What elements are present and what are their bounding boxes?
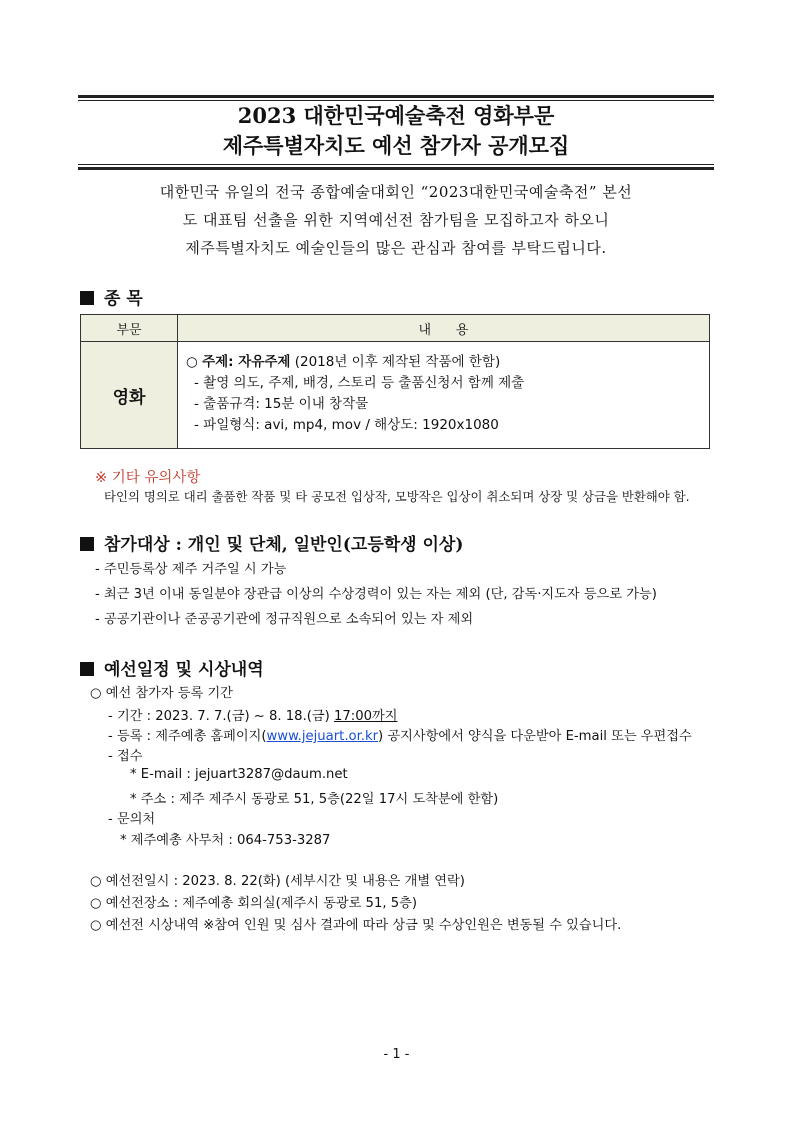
- title-line-2: 제주특별자치도 예선 참가자 공개모집: [222, 133, 570, 158]
- submission-email: * E-mail : jejuart3287@daum.net: [130, 767, 348, 782]
- eligibility-item-residence: - 주민등록상 제주 거주일 시 가능: [95, 562, 287, 577]
- registration-title: ○ 예선 참가자 등록 기간: [90, 686, 233, 701]
- inquiry-label: - 문의처: [108, 812, 156, 827]
- preliminary-awards: ○ 예선전 시상내역 ※참여 인원 및 심사 결과에 따라 상금 및 수상인원은 변동될 수 있습니다.: [90, 918, 622, 933]
- intro-line-2: 도 대표팀 선출을 위한 지역예선전 참가팀을 모집하고자 하오니: [182, 211, 610, 229]
- square-bullet-icon: [80, 662, 94, 676]
- square-bullet-icon: [80, 537, 94, 551]
- detail-item-spec: - 출품규격: 15분 이내 창작물: [194, 396, 369, 412]
- eligibility-item-award-exclusion: - 최근 3년 이내 동일분야 장관급 이상의 수상경력이 있는 자는 제외 (단, 감독·지도자 등으로 가능): [95, 587, 657, 602]
- registration-period: - 기간 : 2023. 7. 7.(금) ~ 8. 18.(금) 17:00까지: [108, 709, 398, 724]
- intro-line-3: 제주특별자치도 예술인들의 많은 관심과 참여를 부탁드립니다.: [185, 239, 607, 257]
- table-header-row: [81, 315, 710, 342]
- detail-item-format: - 파일형식: avi, mp4, mov / 해상도: 1920x1080: [194, 417, 499, 433]
- theme-label: 주제: 자유주제: [202, 354, 291, 370]
- note-title: ※ 기타 유의사항: [95, 470, 201, 486]
- section-heading-category: 종 목: [80, 284, 143, 309]
- inquiry-office: * 제주예총 사무처 : 064-753-3287: [120, 833, 331, 848]
- preliminary-date: ○ 예선전일시 : 2023. 8. 22(화) (세부시간 및 내용은 개별 연락): [90, 874, 465, 889]
- page-number: - 1 -: [383, 1047, 410, 1062]
- submission-label: - 접수: [108, 749, 143, 764]
- square-bullet-icon: [80, 291, 94, 305]
- section-heading-eligibility: 참가대상 : 개인 및 단체, 일반인(고등학생 이상): [80, 530, 463, 555]
- circle-bullet: ○: [186, 354, 203, 370]
- detail-item-intent: - 촬영 의도, 주제, 배경, 스토리 등 출품신청서 함께 제출: [194, 375, 525, 391]
- title-bottom-rule: [78, 167, 714, 170]
- registration-method: - 등록 : 제주예총 홈페이지(www.jejuart.or.kr) 공지사항에서 양식을 다운받아 E-mail 또는 우편접수: [108, 729, 692, 744]
- category-film: 영화: [81, 342, 178, 449]
- section-heading-schedule: 예선일정 및 시상내역: [80, 655, 264, 680]
- table-header-content: 내 용: [178, 315, 710, 342]
- category-table: [80, 314, 710, 449]
- intro-line-1: 대한민국 유일의 전국 종합예술대회인 “2023대한민국예술축전” 본선: [159, 183, 633, 201]
- submission-address: * 주소 : 제주 제주시 동광로 51, 5층(22일 17시 도착분에 한함): [130, 792, 499, 807]
- note-text: 타인의 명의로 대리 출품한 작품 및 타 공모전 입상작, 모방작은 입상이 취소되며 상장 및 상금을 반환해야 함.: [104, 489, 690, 504]
- theme-note: (2018년 이후 제작된 작품에 한함): [290, 354, 501, 370]
- title-bottom-thin-rule: [78, 164, 714, 165]
- preliminary-place: ○ 예선전장소 : 제주예총 회의실(제주시 동광로 51, 5층): [90, 896, 417, 911]
- category-details: [178, 342, 710, 449]
- table-header-division: 부문: [81, 315, 178, 342]
- deadline: 17:00까지: [334, 709, 398, 724]
- title-top-rule: [78, 95, 714, 98]
- table-row: [81, 342, 710, 449]
- homepage-link[interactable]: www.jejuart.or.kr: [266, 729, 379, 744]
- theme-line: [186, 352, 709, 373]
- title-line-1: 2023 대한민국예술축전 영화부문: [237, 103, 555, 128]
- eligibility-item-public-exclusion: - 공공기관이나 준공공기관에 정규직원으로 소속되어 있는 자 제외: [95, 612, 474, 627]
